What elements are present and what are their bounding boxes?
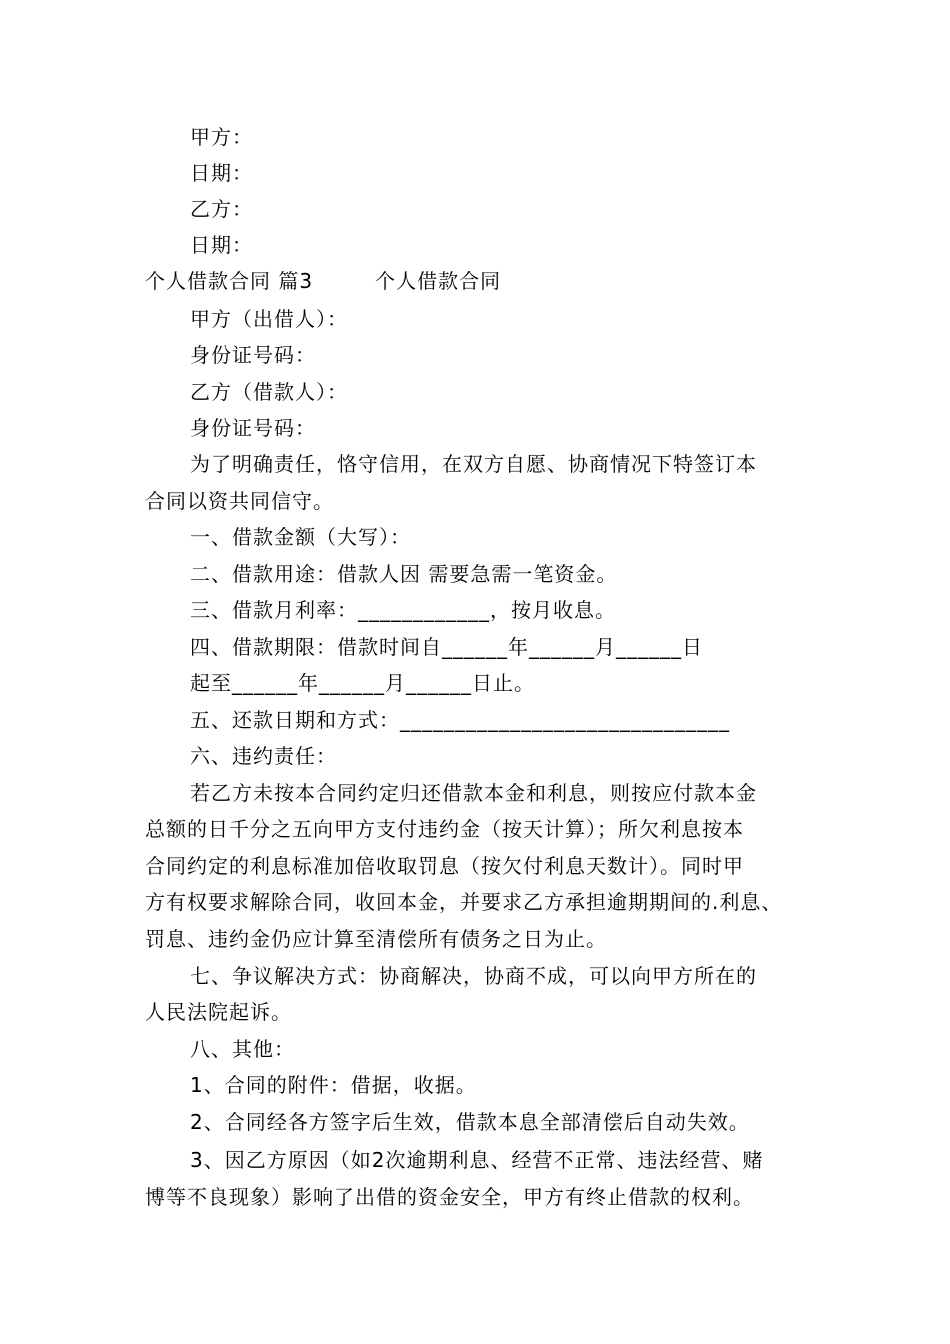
clause-dispute: 七、争议解决方式：协商解决，协商不成，可以向甲方所在的 [190,964,757,988]
breach-text-line: 总额的日千分之五向甲方支付违约金（按天计算）；所欠利息按本 [145,817,744,841]
date-b-label: 日期： [190,233,253,257]
breach-text-line: 合同约定的利息标准加倍收取罚息（按欠付利息天数计）。同时甲 [145,854,744,878]
section-label: 个人借款合同 篇3 [145,269,314,293]
breach-text-line: 方有权要求解除合同，收回本金，并要求乙方承担逾期期间的.利息、 [145,890,783,914]
party-b-label: 乙方： [190,197,253,221]
clause-other-heading: 八、其他： [190,1037,295,1061]
other-item: 博等不良现象）影响了出借的资金安全，甲方有终止借款的权利。 [145,1185,754,1209]
preamble-line: 合同以资共同信守。 [145,489,334,513]
other-item: 2、合同经各方签字后生效，借款本息全部清偿后自动失效。 [190,1110,750,1134]
breach-text-line: 若乙方未按本合同约定归还借款本金和利息，则按应付款本金 [190,781,757,805]
other-item: 3、因乙方原因（如2次逾期利息、经营不正常、违法经营、赌 [190,1148,764,1172]
clause-repayment: 五、还款日期和方式：______________________________ [190,708,730,732]
clause-amount: 一、借款金额（大写）： [190,525,411,549]
breach-text-line: 罚息、违约金仍应计算至清偿所有债务之日为止。 [145,927,607,951]
clause-interest: 三、借款月利率：____________，按月收息。 [190,598,616,622]
lender-id-label: 身份证号码： [190,343,316,367]
clause-dispute: 人民法院起诉。 [145,1000,292,1024]
borrower-id-label: 身份证号码： [190,416,316,440]
lender-label: 甲方（出借人）： [190,307,348,331]
borrower-label: 乙方（借款人）： [190,380,348,404]
preamble-line: 为了明确责任，恪守信用，在双方自愿、协商情况下特签订本 [190,452,757,476]
section-heading [145,267,501,295]
contract-title: 个人借款合同 [375,269,502,293]
clause-term: 起至______年______月______日止。 [190,671,535,695]
clause-term: 四、借款期限：借款时间自______年______月______日 [190,635,703,659]
party-a-label: 甲方： [190,125,253,149]
clause-purpose: 二、借款用途：借款人因 需要急需一笔资金。 [190,562,618,586]
other-item: 1、合同的附件：借据，收据。 [190,1073,477,1097]
date-a-label: 日期： [190,161,253,185]
clause-breach-heading: 六、违约责任： [190,744,337,768]
